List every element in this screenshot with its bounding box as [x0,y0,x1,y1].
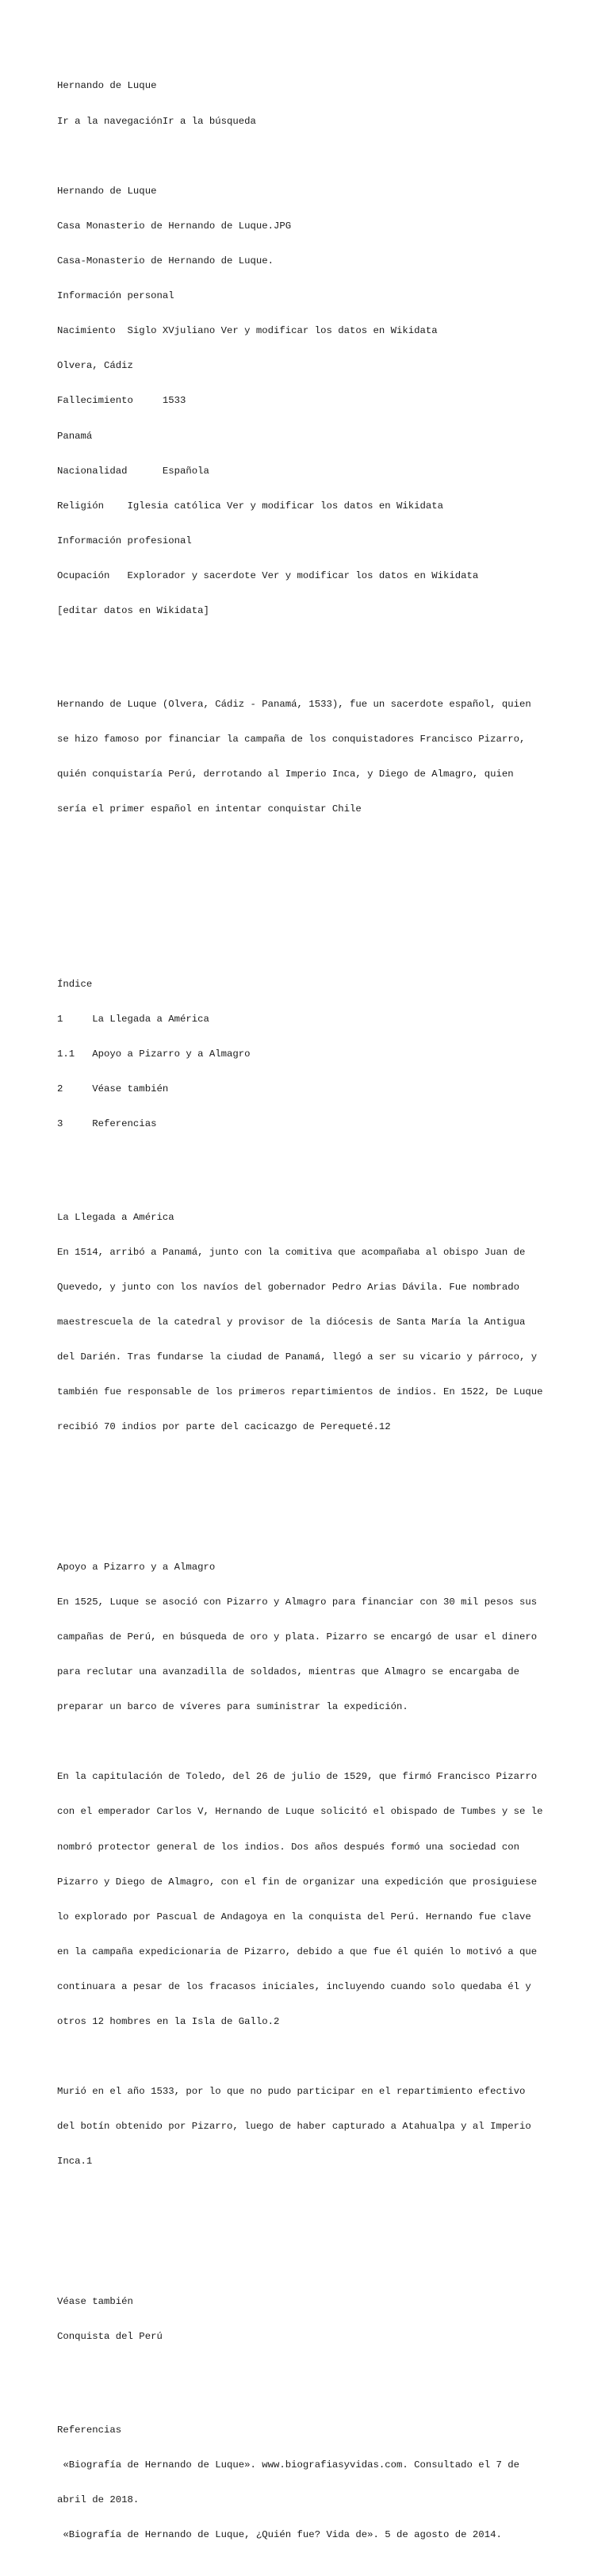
reference-line[interactable]: «Biografía de Hernando de Luque». www.biografiasyvidas.com. Consultado el 7 de [57,2459,519,2471]
paragraph-line: en la campaña expedicionaria de Pizarro, debido a que fue él quién lo motivó a que [57,1945,538,1957]
infobox [57,162,565,640]
infobox-occupation-row: Ocupación Explorador y sacerdote Ver y modificar los datos en Wikidata [57,569,479,581]
spacer [57,2051,565,2063]
spacer [57,873,565,885]
paragraph-line: otros 12 hombres en la Isla de Gallo.2 [57,2016,280,2028]
paragraph-line: también fue responsable de los primeros repartimientos de indios. En 1522, De Luque [57,1386,543,1398]
infobox-edit-link[interactable]: [editar datos en Wikidata] [57,605,209,617]
section-heading: La Llegada a América [57,1211,174,1223]
reference-line[interactable]: «Biografía de Hernando de Luque, ¿Quién fue? Vida de». 5 de agosto de 2014. [57,2528,502,2540]
intro-line: Hernando de Luque (Olvera, Cádiz - Panamá, 1533), fue un sacerdote español, quien [57,698,531,710]
infobox-death-place: Panamá [57,430,93,442]
paragraph-line: En 1514, arribó a Panamá, junto con la comitiva que acompañaba al obispo Juan de [57,1246,526,1258]
toc-heading: Índice [57,978,93,990]
intro-line: sería el primer español en intentar conquistar Chile [57,803,362,815]
section-see-also [57,2273,565,2367]
paragraph-line: lo explorado por Pascual de Andagoya en la conquista del Perú. Hernando fue clave [57,1911,531,1922]
infobox-birth-row: Nacimiento Siglo XVjuliano Ver y modificar los datos en Wikidata [57,325,438,337]
intro-line: quién conquistaría Perú, derrotando al Imperio Inca, y Diego de Almagro, quien [57,768,514,780]
infobox-religion-row: Religión Iglesia católica Ver y modificar los datos en Wikidata [57,500,444,512]
infobox-name: Hernando de Luque [57,185,157,197]
paragraph-line: Quevedo, y junto con los navíos del gobernador Pedro Arias Dávila. Fue nombrado [57,1281,519,1293]
toc-item[interactable]: 1 La Llegada a América [57,1013,209,1025]
toc-item[interactable]: 1.1 Apoyo a Pizarro y a Almagro [57,1048,251,1060]
section-heading: Referencias [57,2424,122,2436]
paragraph-line: preparar un barco de víveres para suministrar la expedición. [57,1701,408,1713]
paragraph-line: Inca.1 [57,2156,93,2168]
paragraph-line: campañas de Perú, en búsqueda de oro y plata. Pizarro se encargó de usar el dinero [57,1631,538,1643]
paragraph-line: nombró protector general de los indios. Dos años después formó una sociedad con [57,1841,519,1853]
paragraph-line: En la capitulación de Toledo, del 26 de julio de 1529, que firmó Francisco Pizarro [57,1771,538,1783]
spacer [57,908,565,920]
section-heading: Apoyo a Pizarro y a Almagro [57,1561,216,1573]
paragraph-line: maestrescuela de la catedral y provisor de la diócesis de Santa María la Antigua [57,1316,526,1328]
paragraph-line: del Darién. Tras fundarse la ciudad de Panamá, llegó a ser su vicario y párroco, y [57,1351,538,1363]
infobox-image-file[interactable]: Casa Monasterio de Hernando de Luque.JPG [57,220,292,232]
spacer [57,1736,565,1748]
nav-links[interactable]: Ir a la navegaciónIr a la búsqueda [57,115,256,127]
paragraph-line: Murió en el año 1533, por lo que no pudo participar en el repartimiento efectivo [57,2086,526,2098]
paragraph-line: En 1525, Luque se asoció con Pizarro y Almagro para financiar con 30 mil pesos sus [57,1596,538,1608]
intro-paragraph [57,675,565,838]
toc-item[interactable]: 3 Referencias [57,1117,157,1129]
infobox-professional-header: Información profesional [57,535,192,546]
infobox-nationality-row: Nacionalidad Española [57,465,209,477]
paragraph-line: con el emperador Carlos V, Hernando de Luque solicitó el obispado de Tumbes y se le [57,1806,543,1818]
section-apoyo [57,1538,565,2191]
section-references [57,2401,565,2564]
infobox-image-caption: Casa-Monasterio de Hernando de Luque. [57,255,274,266]
document-page [57,57,565,2576]
paragraph-line: Pizarro y Diego de Almagro, con el fin de organizar una expedición que prosiguiese [57,1876,538,1888]
infobox-death-row: Fallecimiento 1533 [57,395,186,407]
page-title: Hernando de Luque [57,80,157,92]
section-llegada [57,1188,565,1456]
spacer [57,1491,565,1503]
see-also-link[interactable]: Conquista del Perú [57,2331,163,2343]
infobox-birth-place: Olvera, Cádiz [57,360,133,372]
reference-line: abril de 2018. [57,2494,140,2505]
paragraph-line: para reclutar una avanzadilla de soldados, mientras que Almagro se encargaba de [57,1666,519,1677]
intro-line: se hizo famoso por financiar la campaña de los conquistadores Francisco Pizarro, [57,733,526,745]
section-heading: Véase también [57,2295,133,2307]
paragraph-line: del botín obtenido por Pizarro, luego de haber capturado a Atahualpa y al Imperio [57,2121,531,2133]
toc-item[interactable]: 2 Véase también [57,1083,169,1094]
paragraph-line: continuara a pesar de los fracasos iniciales, incluyendo cuando solo quedaba él y [57,1980,531,1992]
table-of-contents [57,955,565,1153]
paragraph-line: recibió 70 indios por parte del cacicazgo de Perequeté.12 [57,1421,391,1433]
infobox-personal-header: Información personal [57,290,174,302]
spacer [57,2226,565,2238]
